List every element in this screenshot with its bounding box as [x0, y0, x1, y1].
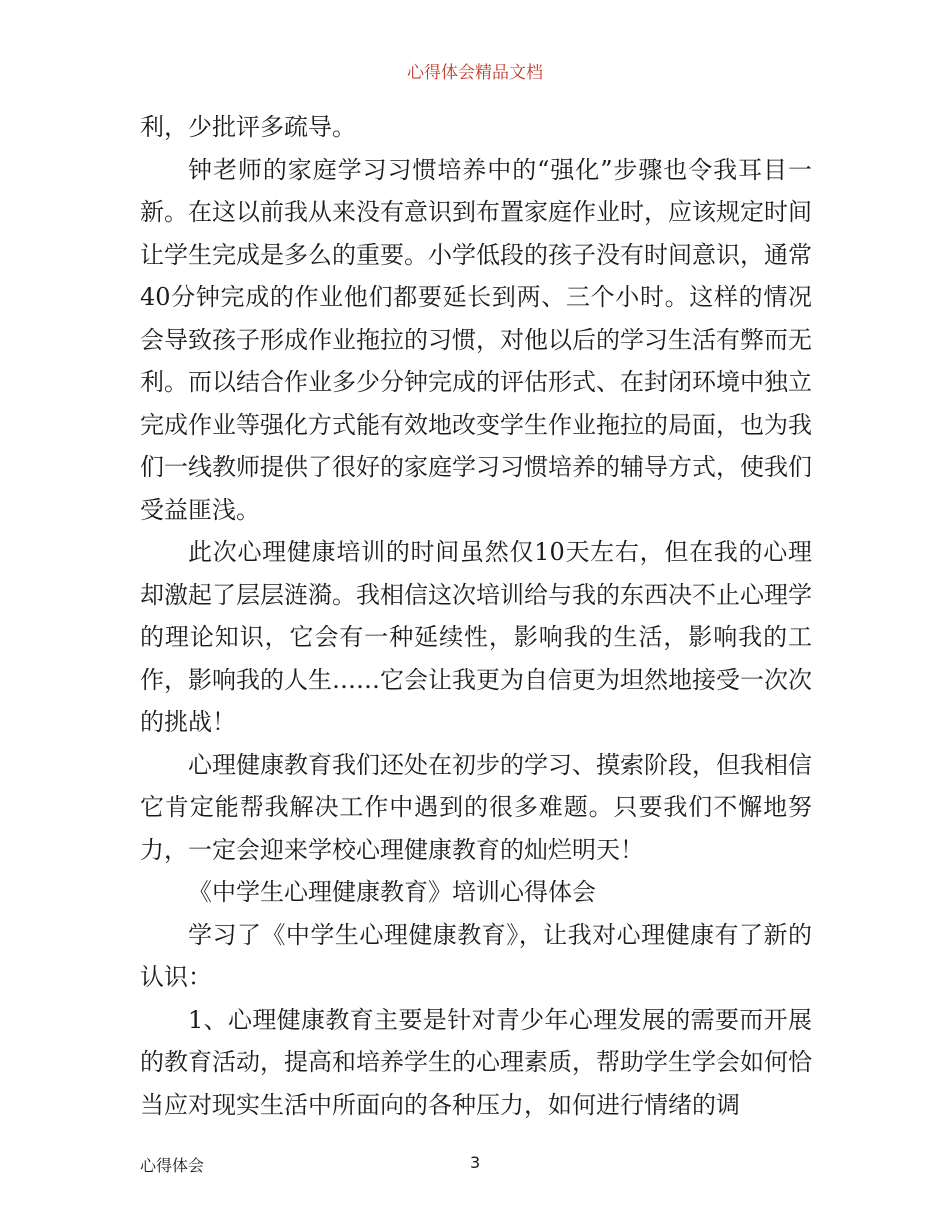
paragraph: 此次心理健康培训的时间虽然仅10天左右，但在我的心理却激起了层层涟漪。我相信这次培训给与我的东西决不止心理学的理论知识，它会有一种延续性，影响我的生活，影响我的工作，影响我的人生……它会让我更为自信更为坦然地接受一次次的挑战！	[140, 538, 812, 736]
footer-label: 心得体会	[140, 1156, 205, 1175]
document-body	[140, 106, 812, 1126]
paragraph: 心理健康教育我们还处在初步的学习、摸索阶段，但我相信它肯定能帮我解决工作中遇到的很多难题。只要我们不懈地努力，一定会迎来学校心理健康教育的灿烂明天！	[140, 750, 812, 864]
paragraph: 1、心理健康教育主要是针对青少年心理发展的需要而开展的教育活动，提高和培养学生的心理素质，帮助学生学会如何恰当应对现实生活中所面向的各种压力，如何进行情绪的调	[140, 1005, 812, 1119]
page-number: 3	[470, 1153, 481, 1172]
page-header: 心得体会精品文档	[407, 63, 543, 83]
paragraph: 利，少批评多疏导。	[140, 113, 356, 141]
paragraph: 学习了《中学生心理健康教育》，让我对心理健康有了新的认识：	[140, 920, 812, 991]
paragraph: 钟老师的家庭学习习惯培养中的“强化”步骤也令我耳目一新。在这以前我从来没有意识到布置家庭作业时，应该规定时间让学生完成是多么的重要。小学低段的孩子没有时间意识，通常40分钟完成的作业他们都要延长到两、三个小时。这样的情况会导致孩子形成作业拖拉的习惯，对他以后的学习生活有弊而无利。而以结合作业多少分钟完成的评估形式、在封闭环境中独立完成作业等强化方式能有效地改变学生作业拖拉的局面，也为我们一线教师提供了很好的家庭学习习惯培养的辅导方式，使我们受益匪浅。	[140, 155, 812, 524]
section-title: 《中学生心理健康教育》培训心得体会	[188, 878, 596, 906]
page-footer	[140, 1153, 812, 1177]
